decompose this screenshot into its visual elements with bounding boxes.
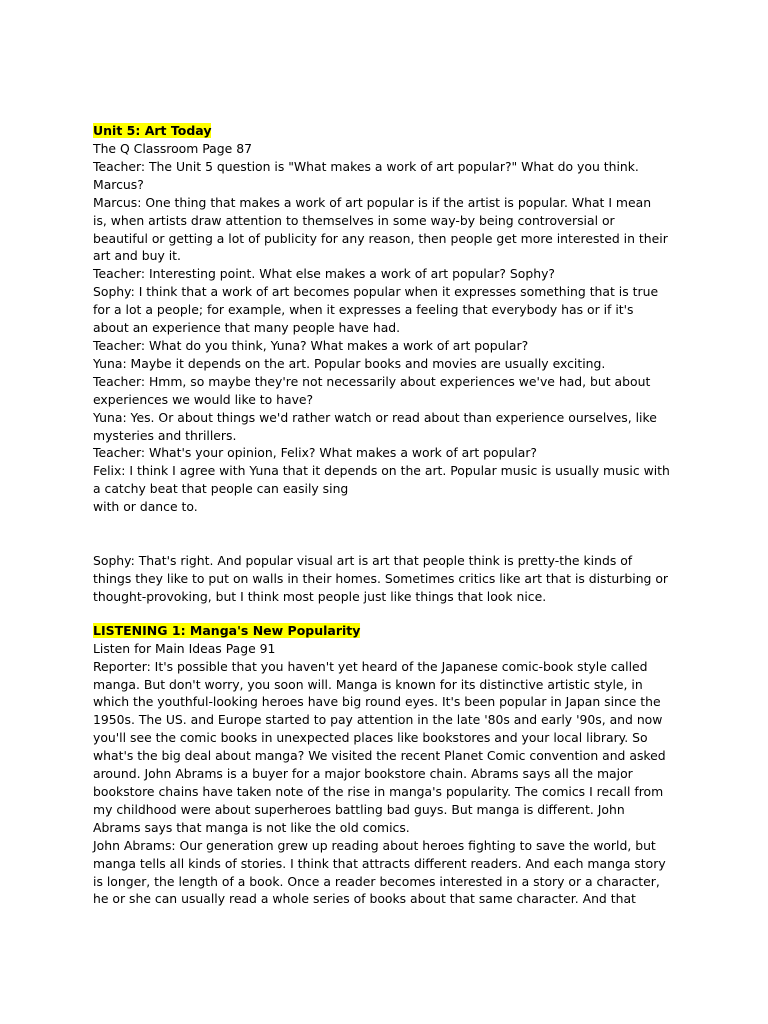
- text-line: thought-provoking, but I think most people just like things that look nice.: [93, 588, 547, 604]
- text-line: Marcus: One thing that makes a work of art popular is if the artist is popular. What I mean: [93, 194, 652, 210]
- text-line: which the youthful-looking heroes have big round eyes. It's been popular in Japan since the: [93, 694, 661, 710]
- text-line: a catchy beat that people can easily sing: [93, 481, 349, 497]
- unit-closing: [93, 552, 683, 606]
- text-line: Marcus?: [93, 176, 144, 192]
- text-line: he or she can usually read a whole series of books about that same character. And that: [93, 891, 636, 907]
- text-line: Teacher: Hmm, so maybe they're not necessarily about experiences we've had, but about: [93, 373, 651, 389]
- text-line: Felix: I think I agree with Yuna that it depends on the art. Popular music is usually music with: [93, 463, 670, 479]
- text-line: art and buy it.: [93, 248, 181, 264]
- text-line: Teacher: What's your opinion, Felix? What makes a work of art popular?: [93, 445, 538, 461]
- text-line: about an experience that many people have had.: [93, 320, 401, 336]
- text-line: bookstore chains have taken note of the rise in manga's popularity. The comics I recall from: [93, 784, 664, 799]
- text-line: is longer, the length of a book. Once a reader becomes interested in a story or a character,: [93, 873, 660, 889]
- document-page: [93, 122, 683, 908]
- listening-heading: LISTENING 1: Manga's New Popularity: [93, 622, 361, 638]
- text-line: Sophy: I think that a work of art becomes popular when it expresses something that is true: [93, 284, 659, 300]
- text-line: Listen for Main Ideas Page 91: [93, 640, 276, 656]
- text-line: manga. But don't worry, you soon will. Manga is known for its distinctive artistic style, in: [93, 676, 643, 692]
- text-line: you'll see the comic books in unexpected places like bookstores and your local library. So: [93, 730, 648, 746]
- text-line: Teacher: What do you think, Yuna? What makes a work of art popular?: [93, 337, 529, 353]
- text-line: Yuna: Yes. Or about things we'd rather watch or read about than experience ourselves, like: [93, 409, 657, 425]
- text-line: beautiful or getting a lot of publicity for any reason, then people get more interested in their: [93, 230, 668, 246]
- text-line: with or dance to.: [93, 499, 198, 515]
- text-line: Teacher: The Unit 5 question is "What makes a work of art popular?" What do you think.: [93, 158, 639, 174]
- unit-body: [93, 140, 683, 516]
- text-line: 1950s. The US. and Europe started to pay attention in the late '80s and early '90s, and now: [93, 712, 663, 728]
- text-line: Sophy: That's right. And popular visual art is art that people think is pretty-the kinds of: [93, 553, 633, 569]
- text-line: for a lot a people; for example, when it expresses a feeling that everybody has or if it's: [93, 302, 634, 318]
- text-line: is, when artists draw attention to themselves in some way-by being controversial or: [93, 212, 615, 228]
- text-line: Reporter: It's possible that you haven't yet heard of the Japanese comic-book style called: [93, 658, 648, 674]
- text-line: Teacher: Interesting point. What else makes a work of art popular? Sophy?: [93, 266, 555, 282]
- text-line: Yuna: Maybe it depends on the art. Popular books and movies are usually exciting.: [93, 355, 606, 371]
- text-line: Abrams says that manga is not like the old comics.: [93, 819, 410, 835]
- paragraph-gap: [93, 516, 683, 552]
- text-line: things they like to put on walls in their homes. Sometimes critics like art that is disturbing or: [93, 570, 669, 586]
- text-line: mysteries and thrillers.: [93, 427, 237, 443]
- text-line: John Abrams: Our generation grew up reading about heroes fighting to save the world, but: [93, 837, 656, 853]
- text-line: manga tells all kinds of stories. I think that attracts different readers. And each manga story: [93, 855, 666, 871]
- unit-heading: Unit 5: Art Today: [93, 123, 212, 138]
- text-line: around. John Abrams is a buyer for a major bookstore chain. Abrams says all the major: [93, 766, 633, 782]
- text-line: The Q Classroom Page 87: [93, 141, 252, 156]
- listening-body: [93, 640, 683, 909]
- section-gap: [93, 606, 683, 622]
- text-line: what's the big deal about manga? We visited the recent Planet Comic convention and asked: [93, 748, 666, 764]
- text-line: my childhood were about superheroes battling bad guys. But manga is different. John: [93, 801, 625, 817]
- text-line: experiences we would like to have?: [93, 391, 314, 407]
